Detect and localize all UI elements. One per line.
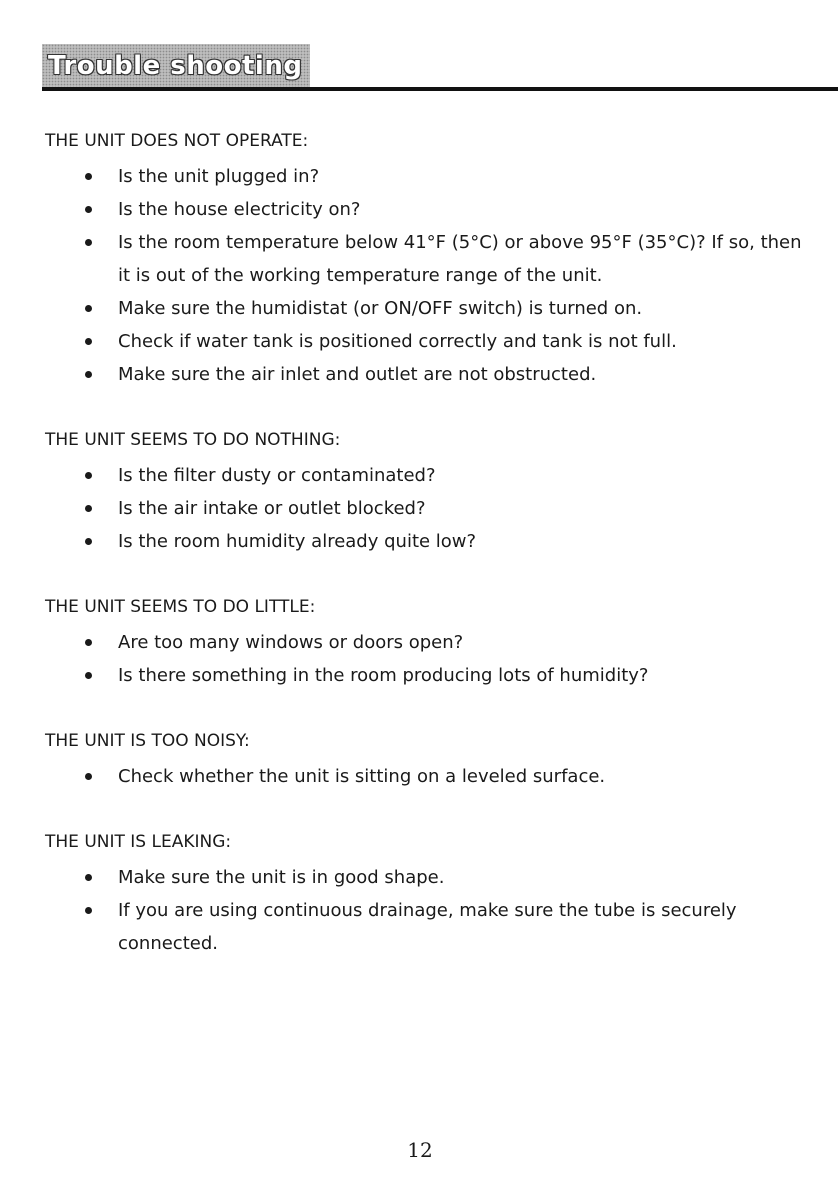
bullet-icon xyxy=(85,907,92,914)
list-item xyxy=(45,160,815,193)
bullet-list xyxy=(45,160,815,391)
section-heading: THE UNIT SEEMS TO DO LITTLE: xyxy=(45,597,316,617)
section-not-operate xyxy=(45,130,815,391)
section-do-little xyxy=(45,596,815,692)
page-title: Trouble shooting xyxy=(48,51,303,81)
bullet-icon xyxy=(85,173,92,180)
list-item xyxy=(45,325,815,358)
list-item-text: Check if water tank is positioned correctly and tank is not full. xyxy=(118,331,677,352)
list-item xyxy=(45,492,815,525)
list-item xyxy=(45,193,815,226)
bullet-list xyxy=(45,459,815,558)
section-heading: THE UNIT SEEMS TO DO NOTHING: xyxy=(45,430,341,450)
list-item xyxy=(45,358,815,391)
bullet-list xyxy=(45,626,815,692)
list-item-text: Is the house electricity on? xyxy=(118,199,361,220)
bullet-icon xyxy=(85,639,92,646)
list-item-text: Make sure the unit is in good shape. xyxy=(118,867,445,888)
list-item-text: Is there something in the room producing lots of humidity? xyxy=(118,665,649,686)
bullet-list xyxy=(45,861,815,960)
bullet-icon xyxy=(85,338,92,345)
list-item-text: Make sure the air inlet and outlet are not obstructed. xyxy=(118,364,597,385)
list-item-text: Is the room humidity already quite low? xyxy=(118,531,477,552)
list-item xyxy=(45,760,815,793)
list-item xyxy=(45,525,815,558)
list-item-text: Is the room temperature below 41°F (5°C) or above 95°F (35°C)? If so, then it is out of the working temperature range of the unit. xyxy=(118,232,802,286)
header-rule xyxy=(42,87,838,91)
list-item-text: Check whether the unit is sitting on a leveled surface. xyxy=(118,766,606,787)
list-item xyxy=(45,626,815,659)
bullet-icon xyxy=(85,773,92,780)
bullet-list xyxy=(45,760,815,793)
list-item xyxy=(45,659,815,692)
list-item-text: If you are using continuous drainage, make sure the tube is securely connected. xyxy=(118,900,737,954)
bullet-icon xyxy=(85,538,92,545)
list-item xyxy=(45,459,815,492)
bullet-icon xyxy=(85,206,92,213)
bullet-icon xyxy=(85,305,92,312)
bullet-icon xyxy=(85,672,92,679)
section-do-nothing xyxy=(45,429,815,558)
section-header xyxy=(42,44,838,88)
page-number: 12 xyxy=(407,1138,433,1162)
section-heading: THE UNIT DOES NOT OPERATE: xyxy=(45,131,309,151)
section-leaking xyxy=(45,831,815,960)
section-too-noisy xyxy=(45,730,815,793)
bullet-icon xyxy=(85,239,92,246)
troubleshooting-content xyxy=(45,130,815,998)
section-heading: THE UNIT IS LEAKING: xyxy=(45,832,232,852)
bullet-icon xyxy=(85,505,92,512)
bullet-icon xyxy=(85,472,92,479)
bullet-icon xyxy=(85,371,92,378)
list-item-text: Are too many windows or doors open? xyxy=(118,632,464,653)
list-item-text: Is the air intake or outlet blocked? xyxy=(118,498,426,519)
bullet-icon xyxy=(85,874,92,881)
list-item xyxy=(45,226,815,292)
list-item-text: Is the unit plugged in? xyxy=(118,166,320,187)
list-item-text: Make sure the humidistat (or ON/OFF switch) is turned on. xyxy=(118,298,643,319)
section-heading: THE UNIT IS TOO NOISY: xyxy=(45,731,250,751)
list-item xyxy=(45,292,815,325)
list-item-text: Is the filter dusty or contaminated? xyxy=(118,465,436,486)
list-item xyxy=(45,861,815,894)
list-item xyxy=(45,894,815,960)
